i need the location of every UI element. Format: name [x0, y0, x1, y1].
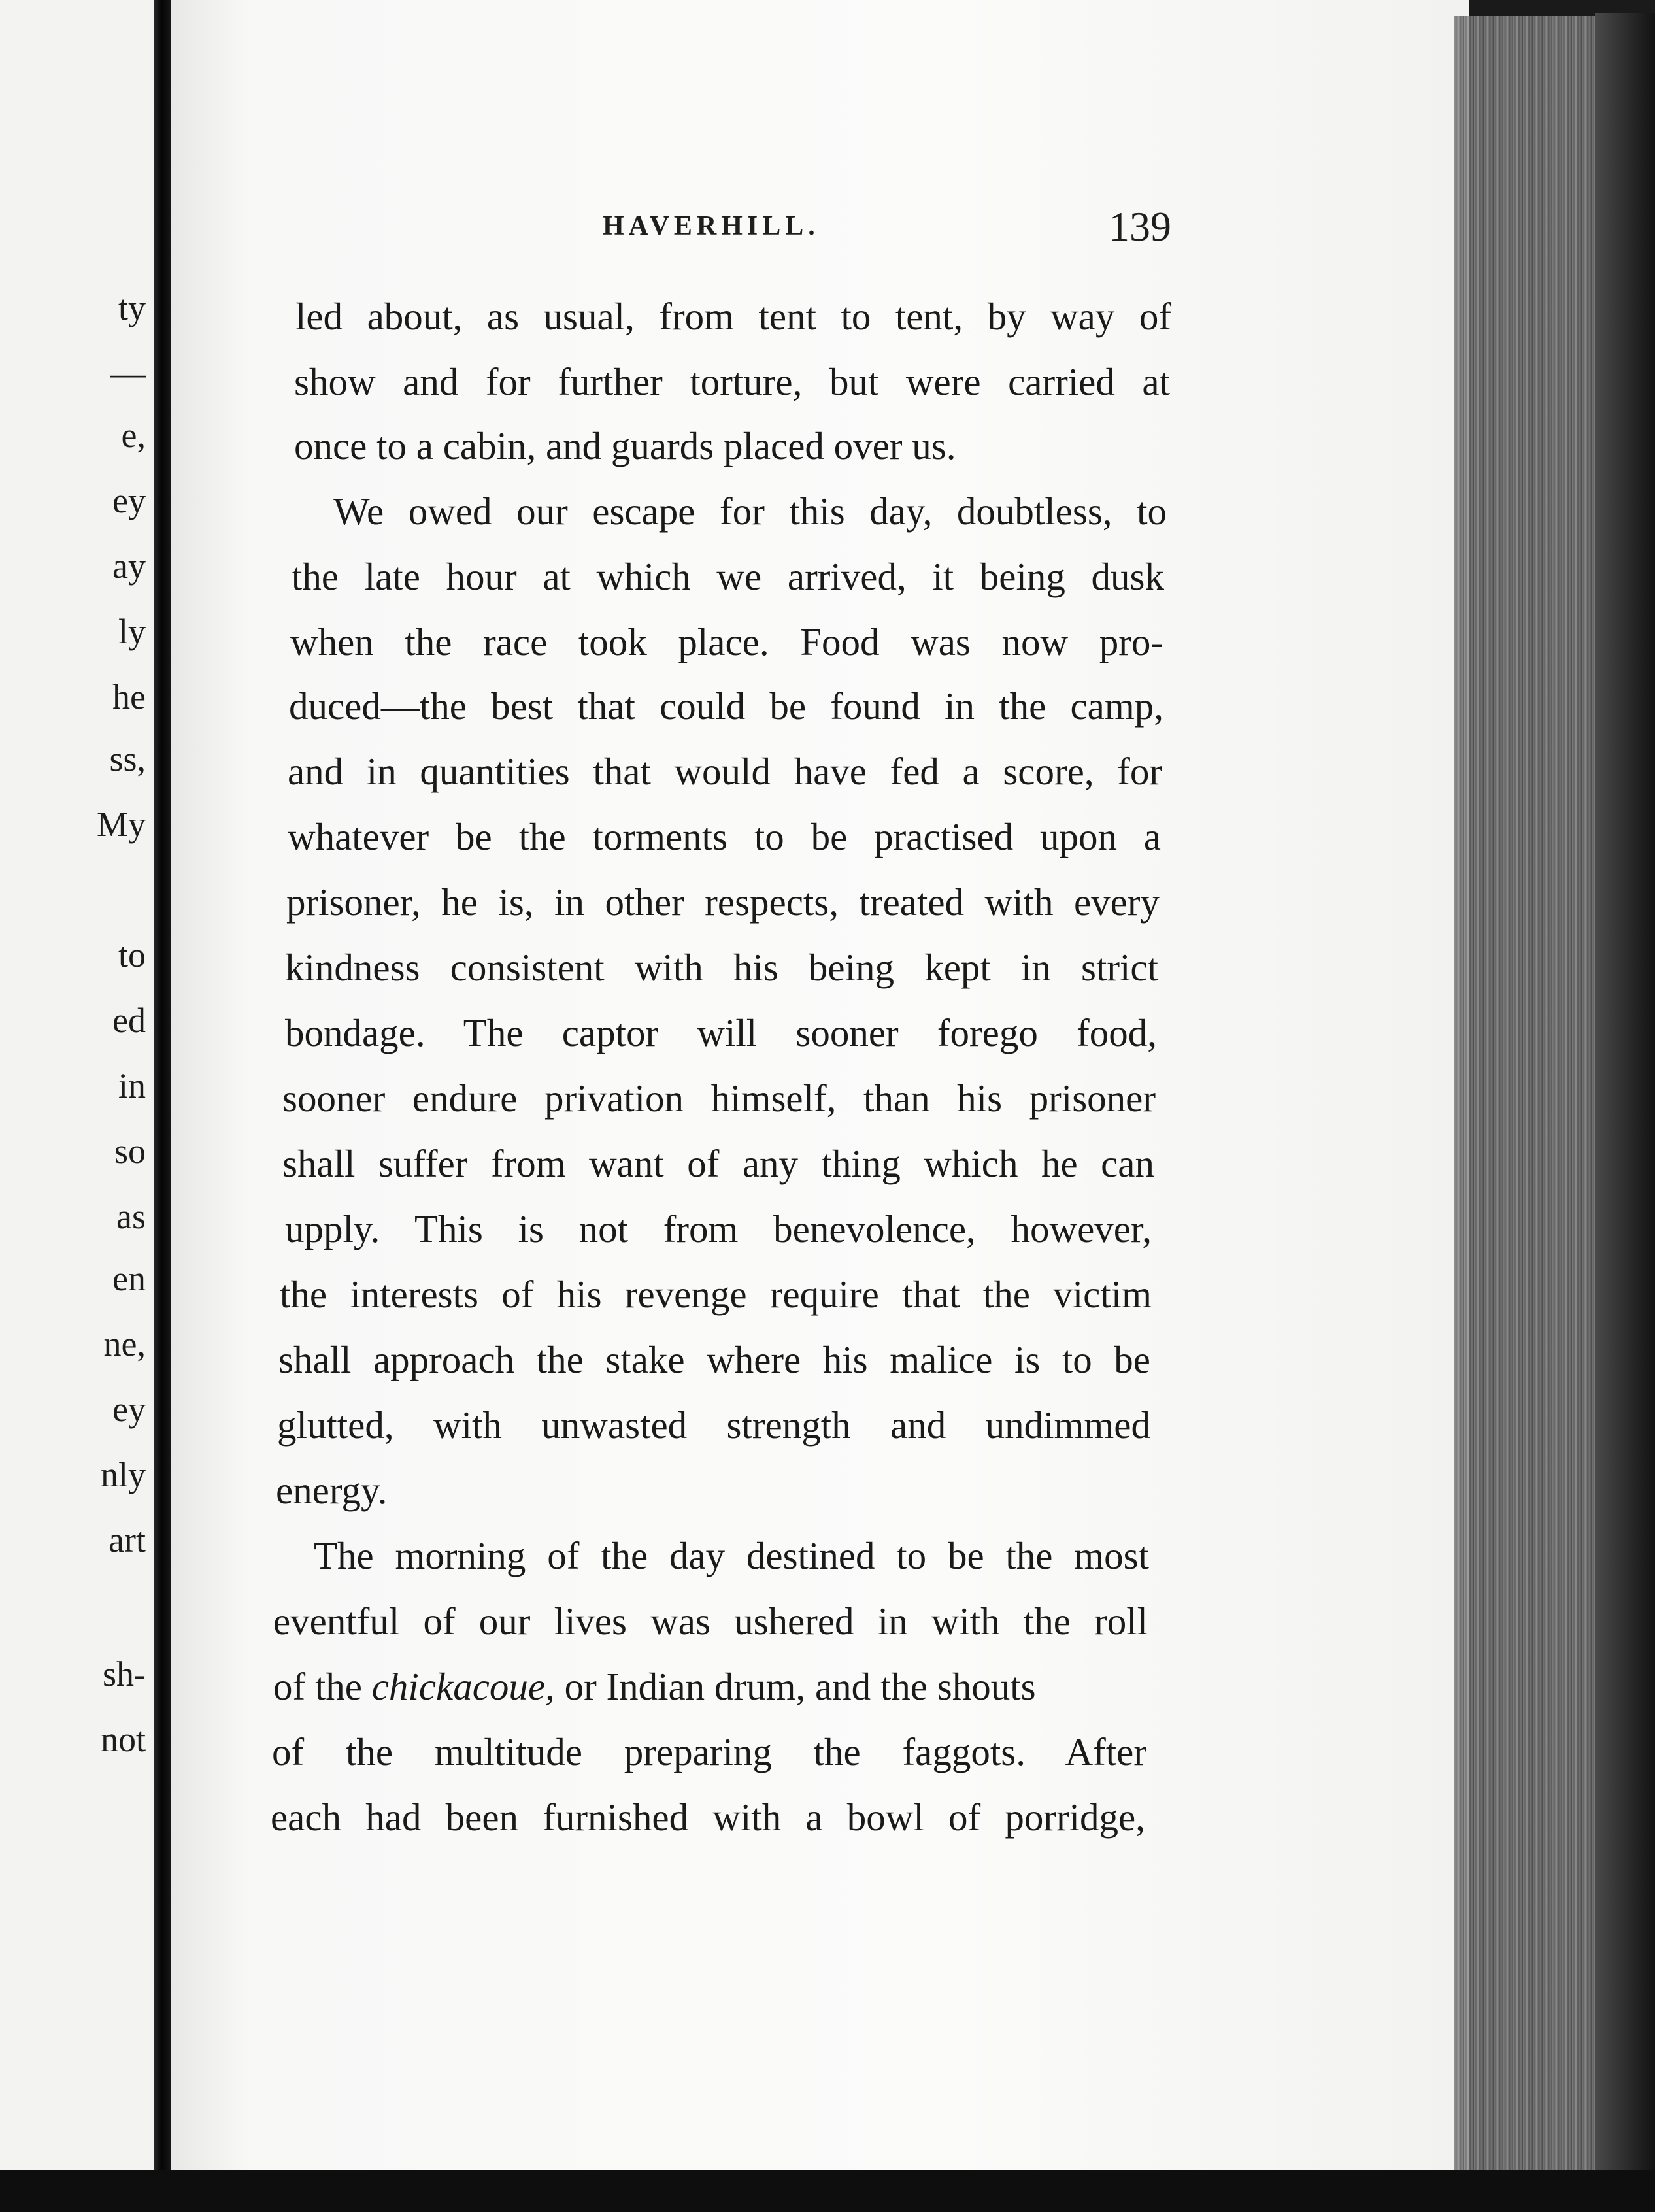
- left-margin-fragment: so: [114, 1131, 146, 1171]
- left-margin-fragment: as: [116, 1197, 146, 1236]
- left-facing-page: [0, 0, 154, 2170]
- left-margin-fragment: ly: [118, 612, 146, 651]
- page-number: 139: [1109, 203, 1171, 250]
- left-margin-fragment: My: [96, 805, 146, 844]
- text-line: bondage. The captor will sooner forego food,: [285, 1011, 1157, 1054]
- page-fore-edge: [1454, 16, 1605, 2180]
- text-line: the late hour at which we arrived, it being dusk: [292, 555, 1164, 598]
- left-margin-fragment: nly: [100, 1455, 146, 1494]
- text-line: led about, as usual, from tent to tent, by way of: [295, 295, 1171, 338]
- text-line: prisoner, he is, in other respects, treated with every: [286, 880, 1160, 924]
- left-margin-fragment: ed: [112, 1001, 146, 1040]
- text-fragment: or Indian drum, and the shouts: [564, 1665, 1036, 1708]
- text-line: upply. This is not from benevolence, however,: [285, 1207, 1152, 1250]
- text-line-with-italic: [273, 1664, 1146, 1709]
- left-margin-fragment: not: [100, 1720, 146, 1759]
- left-margin-fragment: to: [118, 935, 146, 975]
- text-line: show and for further torture, but were carried at: [294, 360, 1170, 403]
- text-line: sooner endure privation himself, than his prisoner: [282, 1077, 1156, 1120]
- text-line: The morning of the day destined to be the most: [314, 1534, 1149, 1577]
- left-margin-fragment: e,: [121, 416, 146, 455]
- left-margin-fragment: ty: [118, 288, 146, 327]
- text-line: of the multitude preparing the faggots. After: [272, 1730, 1146, 1773]
- text-line: eventful of our lives was ushered in with the roll: [273, 1600, 1148, 1643]
- left-margin-fragment: ey: [112, 481, 146, 520]
- running-head: HAVERHILL.: [603, 211, 820, 241]
- left-margin-fragment: ne,: [103, 1324, 146, 1364]
- text-line: the interests of his revenge require that the victim: [280, 1273, 1152, 1316]
- text-line: and in quantities that would have fed a score, for: [288, 750, 1162, 793]
- book-edge-shadow: [1595, 13, 1655, 2212]
- text-line: shall suffer from want of any thing which he can: [282, 1142, 1154, 1185]
- text-line: shall approach the stake where his malice is to be: [278, 1338, 1150, 1381]
- italic-term: chickacoue,: [371, 1665, 555, 1708]
- left-margin-fragment: ay: [112, 546, 146, 586]
- text-fragment: of the: [273, 1665, 362, 1708]
- text-line: glutted, with unwasted strength and undimmed: [277, 1403, 1150, 1447]
- text-line: when the race took place. Food was now pro-: [290, 620, 1163, 663]
- left-margin-fragment: he: [112, 677, 146, 716]
- text-line: We owed our escape for this day, doubtless, to: [333, 490, 1167, 533]
- text-line: duced—the best that could be found in the camp,: [289, 684, 1163, 728]
- left-margin-fragment: —: [110, 354, 146, 393]
- book-gutter: [154, 0, 173, 2212]
- text-line: whatever be the torments to be practised upon a: [288, 815, 1161, 858]
- left-margin-fragment: in: [118, 1066, 146, 1105]
- text-line: energy.: [276, 1469, 388, 1512]
- text-line: each had been furnished with a bowl of porridge,: [271, 1796, 1145, 1839]
- text-line: once to a cabin, and guards placed over us.: [294, 424, 956, 467]
- left-margin-fragment: ey: [112, 1390, 146, 1429]
- left-margin-fragment: ss,: [109, 739, 146, 779]
- left-margin-fragment: art: [109, 1520, 146, 1560]
- scan-bottom-border: [0, 2170, 1655, 2212]
- left-margin-fragment: sh-: [103, 1654, 146, 1694]
- left-margin-fragment: en: [112, 1259, 146, 1298]
- text-line: kindness consistent with his being kept in strict: [285, 946, 1158, 989]
